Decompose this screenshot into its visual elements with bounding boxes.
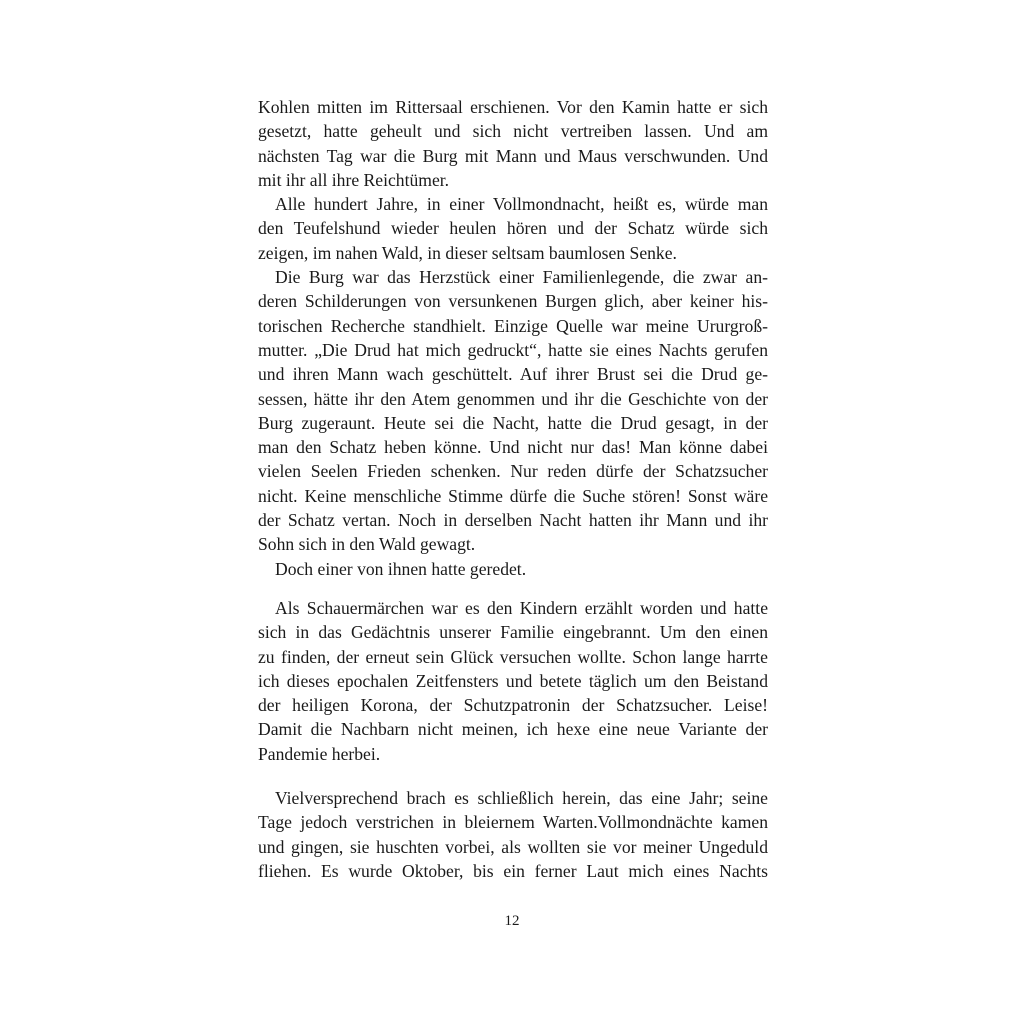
- text-line: gesetzt, hatte geheult und sich nicht vertreiben lassen. Und am: [258, 121, 768, 142]
- text-line: und gingen, sie huschten vorbei, als wollten sie vor meiner Ungeduld: [258, 836, 768, 857]
- text-line: den Teufelshund wieder heulen hören und der Schatz würde sich: [258, 218, 768, 239]
- text-line: und ihren Mann wach geschüttelt. Auf ihrer Brust sei die Drud ge-: [258, 364, 768, 385]
- text-line: nicht. Keine menschliche Stimme dürfe die Suche stören! Sonst wäre: [258, 485, 768, 506]
- paragraph-group-2: [258, 596, 768, 766]
- text-line: Alle hundert Jahre, in einer Vollmondnacht, heißt es, würde man: [275, 194, 768, 215]
- text-line: torischen Recherche standhielt. Einzige Quelle war meine Ururgroß-: [258, 315, 768, 336]
- text-line: mutter. „Die Drud hat mich gedruckt“, hatte sie eines Nachts gerufen: [258, 339, 768, 360]
- text-line: Sohn sich in den Wald gewagt.: [258, 534, 476, 555]
- text-line: Die Burg war das Herzstück einer Familienlegende, die zwar an-: [275, 267, 768, 288]
- text-line: fliehen. Es wurde Oktober, bis ein ferner Laut mich eines Nachts: [258, 860, 768, 881]
- text-line: zu finden, der erneut sein Glück versuchen wollte. Schon lange harrte: [258, 646, 768, 667]
- text-line: Burg zugeraunt. Heute sei die Nacht, hatte die Drud gesagt, in der: [258, 412, 768, 433]
- text-line: Kohlen mitten im Rittersaal erschienen. Vor den Kamin hatte er sich: [258, 97, 768, 117]
- text-line: der heiligen Korona, der Schutzpatronin der Schatzsucher. Leise!: [258, 695, 768, 716]
- text-line: Pandemie herbei.: [258, 743, 381, 764]
- text-line: nächsten Tag war die Burg mit Mann und Maus verschwunden. Und: [258, 145, 768, 166]
- text-line: sessen, hätte ihr den Atem genommen und ihr die Geschichte von der: [258, 388, 768, 409]
- paragraph-group-3: [258, 786, 768, 883]
- text-line: Damit die Nachbarn nicht meinen, ich hexe eine neue Variante der: [258, 719, 768, 740]
- text-line: deren Schilderungen von versunkenen Burgen glich, aber keiner his-: [258, 291, 768, 312]
- text-line: sich in das Gedächtnis unserer Familie eingebrannt. Um den einen: [258, 622, 768, 643]
- text-line: zeigen, im nahen Wald, in dieser seltsam baumlosen Senke.: [258, 242, 677, 263]
- page-number: 12: [504, 913, 520, 929]
- text-line: mit ihr all ihre Reichtümer.: [258, 169, 450, 190]
- paragraph-group-1: [258, 95, 768, 581]
- text-line: Tage jedoch verstrichen in bleiernem Warten.Vollmondnächte kamen: [258, 812, 768, 833]
- text-line: vielen Seelen Frieden schenken. Nur reden dürfe der Schatzsucher: [258, 461, 768, 482]
- text-line: Doch einer von ihnen hatte geredet.: [275, 558, 527, 579]
- text-line: Als Schauermärchen war es den Kindern erzählt worden und hatte: [275, 598, 768, 618]
- text-line: Vielversprechend brach es schließlich herein, das eine Jahr; seine: [275, 788, 768, 808]
- text-line: ich dieses epochalen Zeitfensters und betete täglich um den Beistand: [258, 670, 768, 691]
- text-line: man den Schatz heben könne. Und nicht nur das! Man könne dabei: [258, 437, 768, 458]
- text-line: der Schatz vertan. Noch in derselben Nacht hatten ihr Mann und ihr: [258, 510, 768, 531]
